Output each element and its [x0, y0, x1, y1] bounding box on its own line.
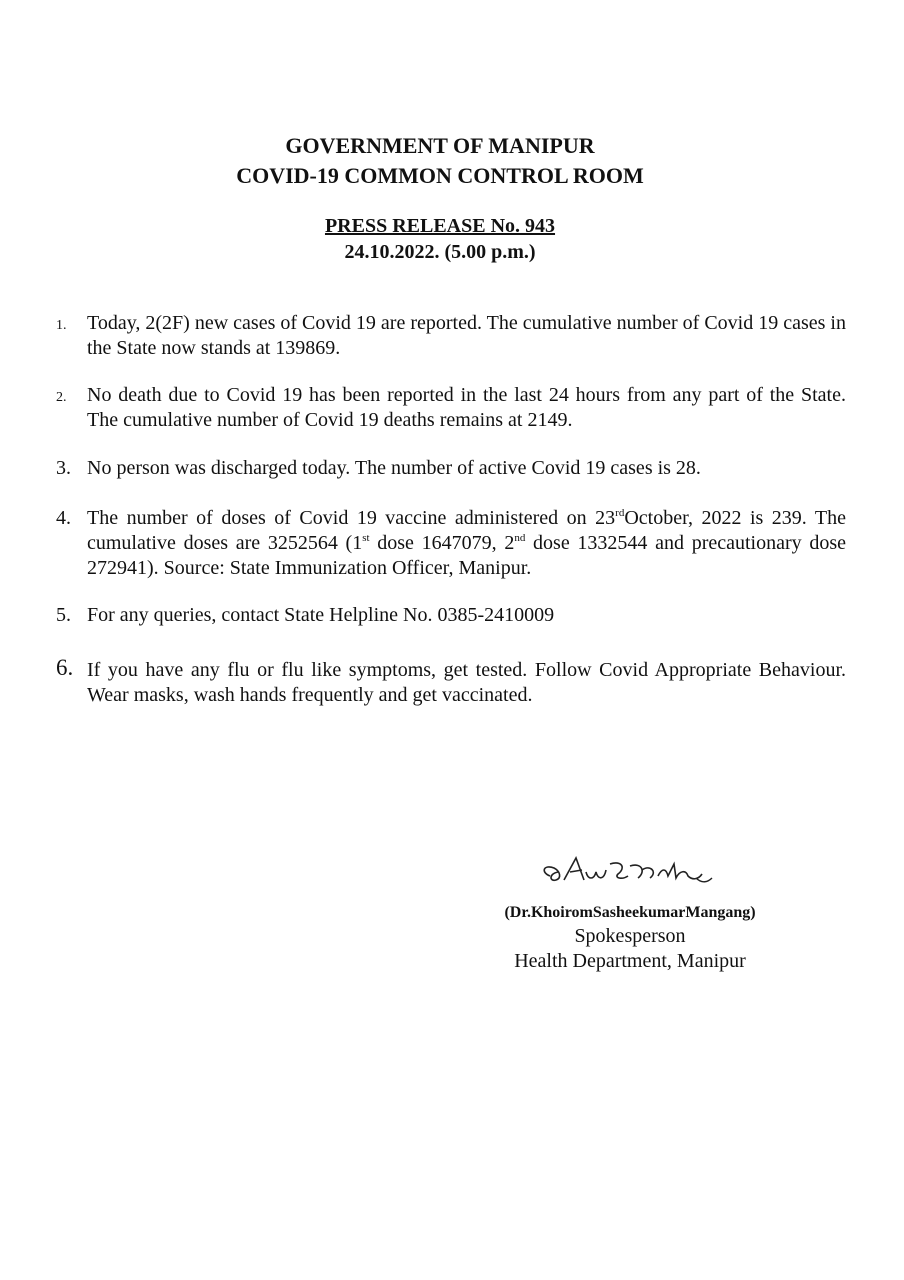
- item-number: 2.: [56, 390, 67, 405]
- item-text: No death due to Covid 19 has been reported in the last 24 hours from any part of the State. The cumulative number of Covid 19 deaths remains at 2149.: [87, 384, 846, 431]
- list-item: [56, 311, 846, 361]
- press-release-title: PRESS RELEASE No. 943: [324, 215, 556, 237]
- signatory-department: Health Department, Manipur: [514, 950, 746, 972]
- control-room-title: COVID-19 COMMON CONTROL ROOM: [236, 163, 644, 188]
- item-text: For any queries, contact State Helpline No. 0385-2410009: [87, 604, 555, 626]
- item-number: 3.: [56, 457, 71, 479]
- item-number: 4.: [56, 507, 71, 529]
- item-text: Today, 2(2F) new cases of Covid 19 are reported. The cumulative number of Covid 19 cases in the State now stands at 139869.: [87, 312, 846, 359]
- document-header: [0, 131, 880, 191]
- item-number: 1.: [56, 318, 67, 333]
- signature-block: [470, 850, 790, 974]
- press-release-heading: [0, 213, 880, 265]
- item-number: 6.: [56, 655, 74, 680]
- list-item: [56, 456, 846, 481]
- signatory-name: (Dr.KhoiromSasheekumarMangang): [504, 904, 756, 921]
- list-item: [56, 383, 846, 433]
- press-release-date: 24.10.2022. (5.00 p.m.): [344, 241, 536, 263]
- signatory-designation: Spokesperson: [574, 925, 686, 947]
- government-title: GOVERNMENT OF MANIPUR: [285, 133, 595, 158]
- list-item: [56, 655, 846, 708]
- item-text: No person was discharged today. The number of active Covid 19 cases is 28.: [87, 457, 701, 479]
- handwritten-signature: [530, 850, 730, 890]
- item-number: 5.: [56, 604, 71, 626]
- item-text: The number of doses of Covid 19 vaccine administered on 23rdOctober, 2022 is 239. The cumulative doses are 3252564 (1st dose 1647079, 2nd dose 1332544 and precautionary dose 272941). Source: State Immunization Officer, Manipur.: [87, 507, 847, 579]
- list-item: [56, 506, 846, 581]
- list-item: [56, 603, 846, 628]
- item-text: If you have any flu or flu like symptoms, get tested. Follow Covid Appropriate Behaviour. Wear masks, wash hands frequently and get vaccinated.: [87, 659, 846, 706]
